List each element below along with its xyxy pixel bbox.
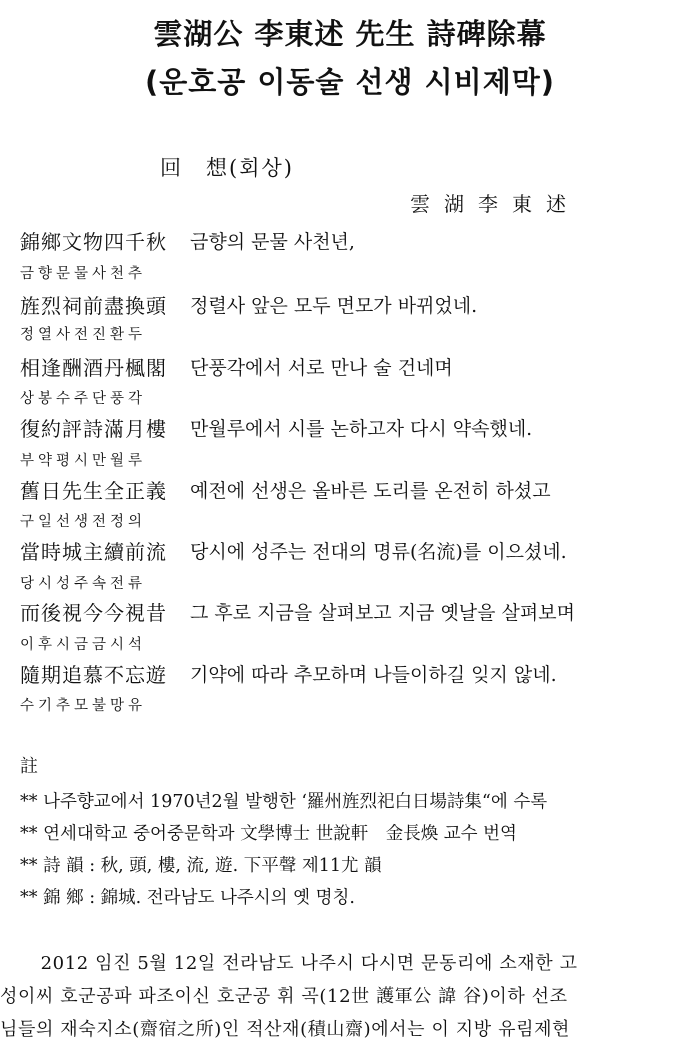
poem-line-reading: 상봉수주단풍각 [20, 391, 147, 407]
poem-line-hanja: 錦鄉文物四千秋 [20, 230, 167, 254]
poem-line-reading: 수기추모불망유 [20, 698, 147, 714]
poem-line-hanja: 而後視今今視昔 [20, 601, 167, 625]
poem-author: 雲湖李東述 [410, 192, 580, 216]
note-item: ** 연세대학교 중어중문학과 文學博士 世說軒 金長煥 교수 번역 [20, 824, 517, 844]
poem-line-translation: 당시에 성주는 전대의 명류(名流)를 이으셨네. [190, 541, 567, 563]
note-item: ** 詩 韻 : 秋, 頭, 樓, 流, 遊. 下平聲 제11尤 韻 [20, 856, 382, 876]
body-paragraph-line: 님들의 재숙지소(齋宿之所)인 적산재(積山齋)에서는 이 지방 유림제현 [0, 1019, 571, 1040]
poem-line-translation: 만월루에서 시를 논하고자 다시 약속했네. [190, 418, 533, 440]
poem-line-hanja: 旌烈祠前盡換頭 [20, 294, 167, 318]
poem-line-translation: 단풍각에서 서로 만나 술 건네며 [190, 357, 453, 379]
body-paragraph-line: 2012 임진 5월 12일 전라남도 나주시 다시면 문동리에 소재한 고 [22, 953, 578, 974]
poem-line-reading: 당시성주속전류 [20, 576, 147, 592]
poem-line-translation: 기약에 따라 추모하며 나들이하길 잊지 않네. [190, 664, 557, 686]
body-paragraph-line: 성이씨 호군공파 파조이신 호군공 휘 곡(12世 護軍公 諱 谷)이하 선조 [0, 986, 568, 1007]
poem-line-translation: 정렬사 앞은 모두 면모가 바뀌었네. [190, 295, 478, 317]
poem-line-hanja: 當時城主續前流 [20, 540, 167, 564]
title-hanja: 雲湖公 李東述 先生 詩碑除幕 [153, 17, 547, 51]
poem-line-reading: 정열사전진환두 [20, 327, 147, 343]
poem-line-hanja: 舊日先生全正義 [20, 479, 167, 503]
poem-line-reading: 이후시금금시석 [20, 637, 147, 653]
poem-line-hanja: 相逢酬酒丹楓閣 [20, 356, 167, 380]
poem-line-reading: 구일선생전정의 [20, 514, 147, 530]
poem-line-hanja: 復約評詩滿月樓 [20, 417, 167, 441]
note-item: ** 錦 鄉 : 錦城. 전라남도 나주시의 옛 명칭. [20, 888, 355, 908]
poem-line-translation: 금향의 문물 사천년, [190, 231, 355, 253]
poem-line-translation: 예전에 선생은 올바른 도리를 온전히 하셨고 [190, 480, 551, 502]
poem-line-translation: 그 후로 지금을 살펴보고 지금 옛날을 살펴보며 [190, 602, 575, 624]
poem-line-reading: 부약평시만월루 [20, 453, 147, 469]
notes-label: 註 [20, 756, 38, 777]
poem-line-reading: 금향문물사천추 [20, 266, 147, 282]
poem-line-hanja: 隨期追慕不忘遊 [20, 663, 167, 687]
poem-heading: 回 想(회상) [160, 156, 294, 180]
note-item: ** 나주향교에서 1970년2월 발행한 ‘羅州旌烈祀白日場詩集“에 수록 [20, 792, 548, 812]
title-korean: (운호공 이동술 선생 시비제막) [145, 65, 555, 99]
